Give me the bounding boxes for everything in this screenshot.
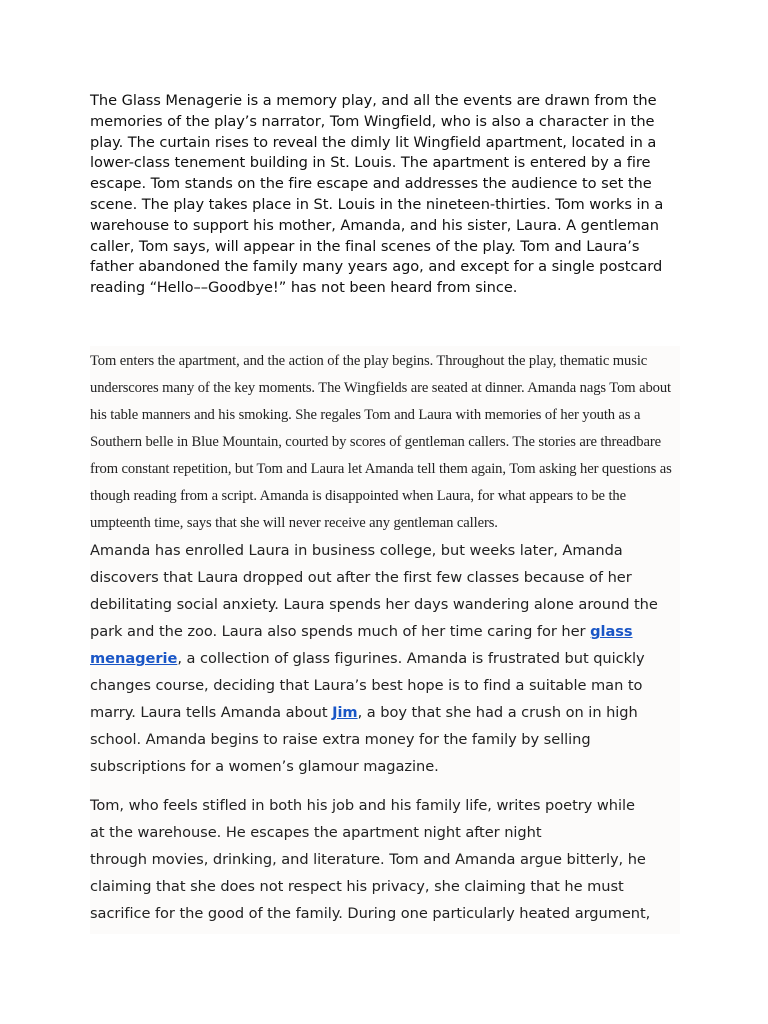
link-jim[interactable]: Jim	[332, 704, 358, 721]
paragraph-tom-line: claiming that she does not respect his privacy, she claiming that he must	[90, 878, 624, 895]
paragraph-tom-line: Tom, who feels stifled in both his job and his family life, writes poetry while	[90, 797, 635, 814]
paragraph-tom-line: through movies, drinking, and literature. Tom and Amanda argue bitterly, he	[90, 851, 646, 868]
paragraph-tom	[90, 792, 682, 927]
paragraph-laura-text-2: , a collection of glass figurines. Amanda is frustrated but quickly changes course, deciding that Laura’s best hope is to find a suitable man to marry. Laura tells Amanda about	[90, 650, 645, 721]
paragraph-tom-line: at the warehouse. He escapes the apartment night after night	[90, 824, 542, 841]
paragraph-intro: The Glass Menagerie is a memory play, and all the events are drawn from the memories of the play’s narrator, Tom Wingfield, who is also a character in the play. The curtain rises to reveal the dimly lit Wingfield apartment, located in a lower-class tenement building in St. Louis. The apartment is entered by a fire escape. Tom stands on the fire escape and addresses the audience to set the scene. The play takes place in St. Louis in the nineteen-thirties. Tom works in a warehouse to support his mother, Amanda, and his sister, Laura. A gentleman caller, Tom says, will appear in the final scenes of the play. Tom and Laura’s father abandoned the family many years ago, and except for a single postcard reading “Hello––Goodbye!” has not been heard from since.	[90, 92, 664, 297]
paragraph-dinner: Tom enters the apartment, and the action of the play begins. Throughout the play, thematic music underscores many of the key moments. The Wingfields are seated at dinner. Amanda nags Tom about his table manners and his smoking. She regales Tom and Laura with memories of her youth as a Southern belle in Blue Mountain, courted by scores of gentleman callers. The stories are threadbare from constant repetition, but Tom and Laura let Amanda tell them again, Tom asking her questions as though reading from a script. Amanda is disappointed when Laura, for what appears to be the umpteenth time, says that she will never receive any gentleman callers.	[90, 353, 672, 531]
link-glass-menagerie[interactable]: glass menagerie	[90, 623, 633, 667]
paragraph-laura-text-3: , a boy that she had a crush on in high school. Amanda begins to raise extra money for the family by selling subscriptions for a women’s glamour magazine.	[90, 704, 638, 775]
paragraph-laura	[90, 537, 682, 780]
paragraph-tom-line: sacrifice for the good of the family. During one particularly heated argument,	[90, 905, 651, 922]
paragraph-laura-text-1: Amanda has enrolled Laura in business college, but weeks later, Amanda discovers that Laura dropped out after the first few classes because of her debilitating social anxiety. Laura spends her days wandering alone around the park and the zoo. Laura also spends much of her time caring for her	[90, 542, 658, 640]
